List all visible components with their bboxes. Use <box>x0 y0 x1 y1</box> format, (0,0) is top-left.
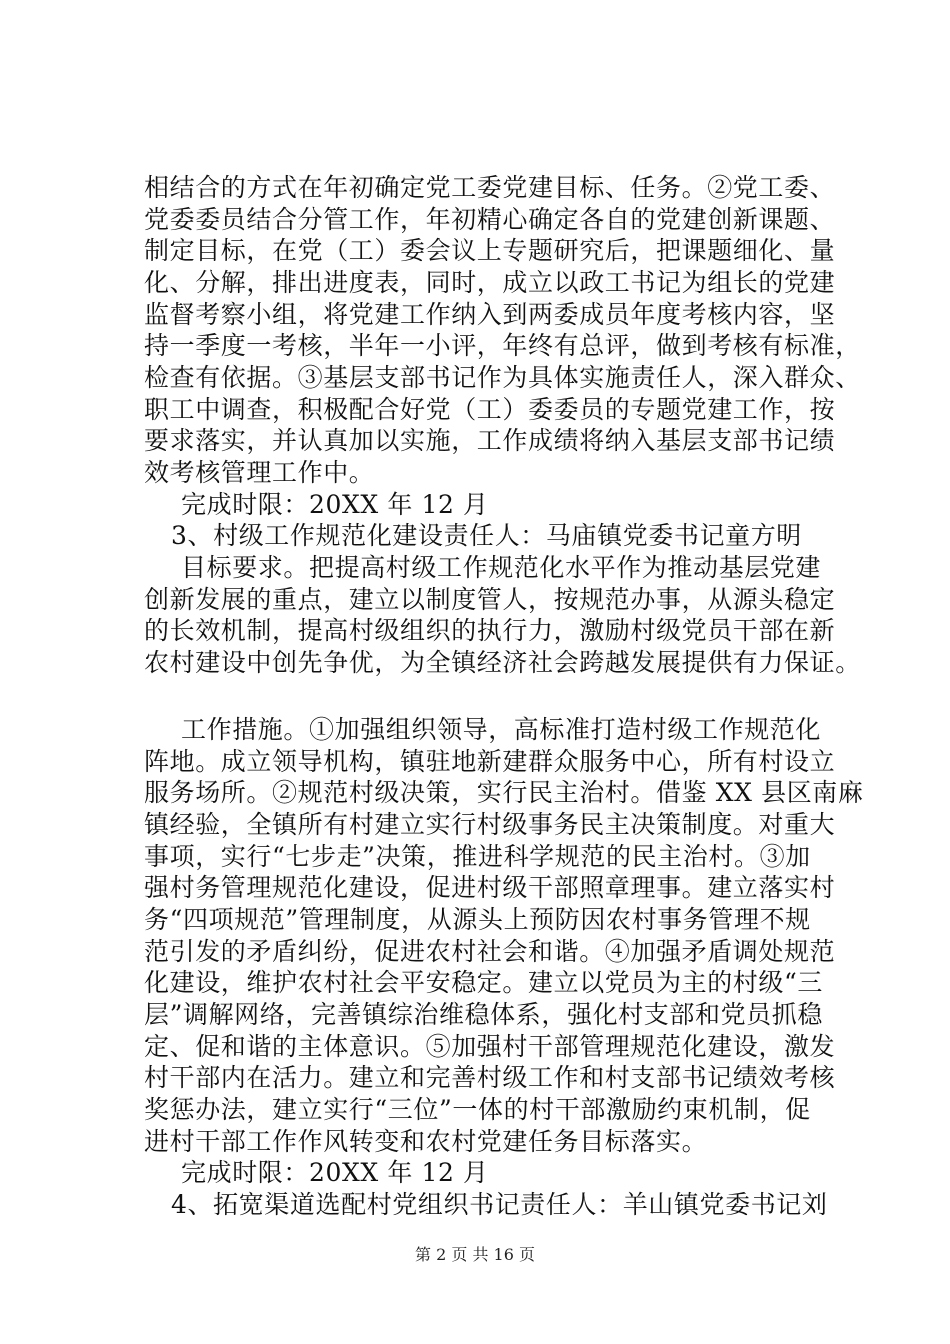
deadline-line: 完成时限：20XX 年 12 月 <box>181 1158 489 1188</box>
body-line: 目标要求。把提高村级工作规范化水平作为推动基层党建 <box>181 553 822 583</box>
section-heading-4: 4、拓宽渠道选配村党组织书记责任人：羊山镇党委书记刘 <box>171 1190 828 1219</box>
deadline-line: 完成时限：20XX 年 12 月 <box>181 489 489 519</box>
body-line: 效考核管理工作中。 <box>144 458 375 488</box>
body-line: 强村务管理规范化建设，促进村级干部照章理事。建立落实村 <box>144 873 836 903</box>
body-line: 党委委员结合分管工作，年初精心确定各自的党建创新课题、 <box>144 204 836 234</box>
body-line: 村干部内在活力。建立和完善村级工作和村支部书记绩效考核 <box>144 1063 836 1093</box>
body-line: 进村干部工作作风转变和农村党建任务目标落实。 <box>144 1126 708 1156</box>
body-line: 的长效机制，提高村级组织的执行力，激励村级党员干部在新 <box>144 616 836 646</box>
body-line: 镇经验，全镇所有村建立实行村级事务民主决策制度。对重大 <box>144 809 836 839</box>
section-heading-3: 3、村级工作规范化建设责任人：马庙镇党委书记童方明 <box>171 521 802 551</box>
body-line: 服务场所。②规范村级决策，实行民主治村。借鉴 XX 县区南麻 <box>144 778 864 808</box>
body-line: 范引发的矛盾纠纷，促进农村社会和谐。④加强矛盾调处规范 <box>144 936 836 966</box>
body-line: 农村建设中创先争优，为全镇经济社会跨越发展提供有力保证。 <box>144 648 861 678</box>
page-footer: 第 2 页 共 16 页 <box>415 1245 535 1264</box>
body-line: 制定目标，在党（工）委会议上专题研究后，把课题细化、量 <box>144 236 836 266</box>
body-line: 职工中调查，积极配合好党（工）委委员的专题党建工作，按 <box>144 394 836 424</box>
body-line: 化建设，维护农村社会平安稳定。建立以党员为主的村级“三 <box>144 968 823 998</box>
body-line: 创新发展的重点，建立以制度管人，按规范办事，从源头稳定 <box>144 584 836 614</box>
body-line: 事项，实行“七步走”决策，推进科学规范的民主治村。③加 <box>144 841 811 871</box>
body-line: 工作措施。①加强组织领导，高标准打造村级工作规范化 <box>181 714 822 744</box>
body-line: 层”调解网络，完善镇综治维稳体系，强化村支部和党员抓稳 <box>144 999 823 1029</box>
body-line: 化、分解，排出进度表，同时，成立以政工书记为组长的党建 <box>144 268 836 298</box>
body-line: 奖惩办法，建立实行“三位”一体的村干部激励约束机制，促 <box>144 1094 811 1124</box>
body-line: 阵地。成立领导机构，镇驻地新建群众服务中心，所有村设立 <box>144 746 836 776</box>
body-line: 检查有依据。③基层支部书记作为具体实施责任人，深入群众、 <box>144 363 861 393</box>
body-line: 监督考察小组，将党建工作纳入到两委成员年度考核内容，坚 <box>144 299 836 329</box>
body-line: 要求落实，并认真加以实施，工作成绩将纳入基层支部书记绩 <box>144 426 836 456</box>
body-line: 相结合的方式在年初确定党工委党建目标、任务。②党工委、 <box>144 173 836 202</box>
body-line: 持一季度一考核，半年一小评，年终有总评，做到考核有标准， <box>144 331 861 361</box>
body-line: 务“四项规范”管理制度，从源头上预防因农村事务管理不规 <box>144 904 811 934</box>
body-line: 定、促和谐的主体意识。⑤加强村干部管理规范化建设，激发 <box>144 1031 836 1061</box>
